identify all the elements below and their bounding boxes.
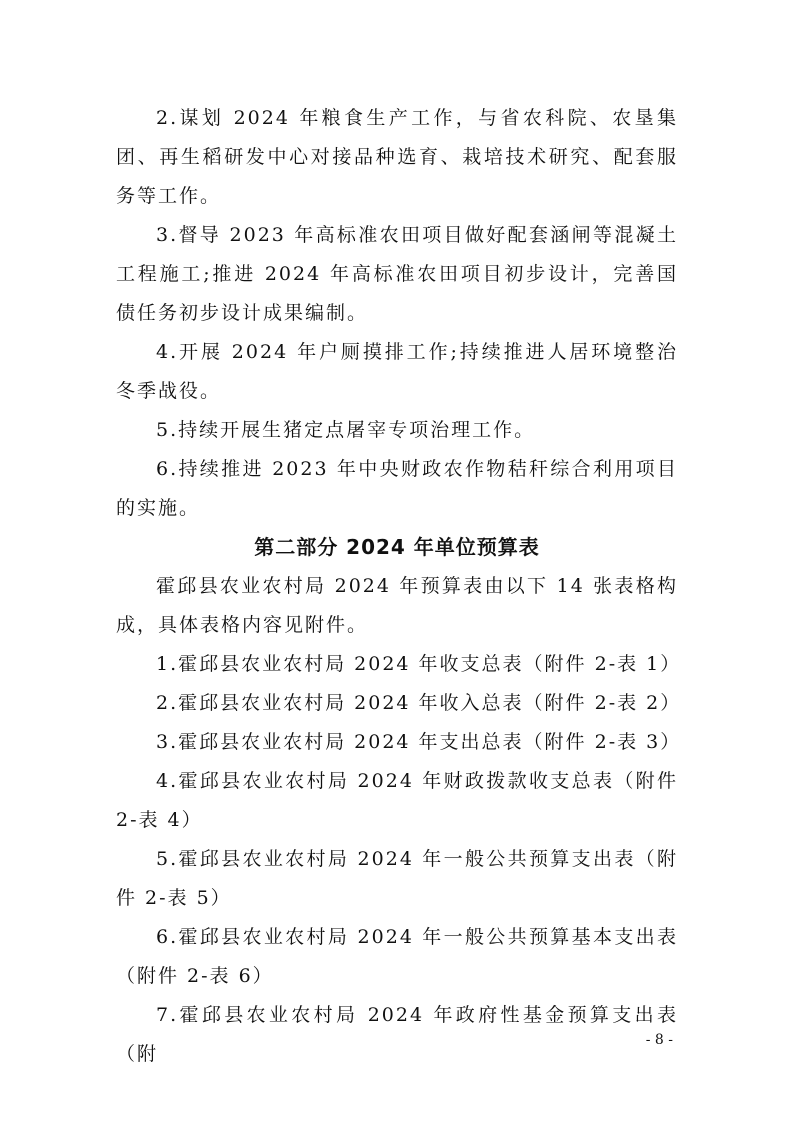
intro-paragraph: 霍邱县农业农村局 2024 年预算表由以下 14 张表格构成，具体表格内容见附件。 xyxy=(116,575,678,636)
paragraph-item-2: 2.谋划 2024 年粮食生产工作，与省农科院、农垦集团、再生稻研发中心对接品种选育、栽培技术研究、配套服务等工作。 xyxy=(116,107,678,207)
table-list-item-7: 7.霍邱县农业农村局 2024 年政府性基金预算支出表（附 xyxy=(116,1004,678,1065)
paragraph-item-6: 6.持续推进 2023 年中央财政农作物秸秆综合利用项目的实施。 xyxy=(116,458,678,519)
paragraph-item-4: 4.开展 2024 年户厕摸排工作;持续推进人居环境整治冬季战役。 xyxy=(116,341,678,402)
table-list-item-3: 3.霍邱县农业农村局 2024 年支出总表（附件 2-表 3） xyxy=(156,731,682,753)
paragraph-item-3: 3.督导 2023 年高标准农田项目做好配套涵闸等混凝土工程施工;推进 2024 年高标准农田项目初步设计，完善国债任务初步设计成果编制。 xyxy=(116,224,678,324)
body-text xyxy=(116,99,682,1074)
table-list-item-4: 4.霍邱县农业农村局 2024 年财政拨款收支总表（附件 2-表 4） xyxy=(116,770,678,831)
table-list-item-6: 6.霍邱县农业农村局 2024 年一般公共预算基本支出表（附件 2-表 6） xyxy=(116,926,678,987)
table-list-item-2: 2.霍邱县农业农村局 2024 年收入总表（附件 2-表 2） xyxy=(156,692,682,714)
section-heading: 第二部分 2024 年单位预算表 xyxy=(254,535,540,559)
paragraph-item-5: 5.持续开展生猪定点屠宰专项治理工作。 xyxy=(156,419,536,441)
table-list-item-5: 5.霍邱县农业农村局 2024 年一般公共预算支出表（附件 2-表 5） xyxy=(116,848,678,909)
page-number: - 8 - xyxy=(645,1032,673,1048)
table-list-item-1: 1.霍邱县农业农村局 2024 年收支总表（附件 2-表 1） xyxy=(156,653,682,675)
